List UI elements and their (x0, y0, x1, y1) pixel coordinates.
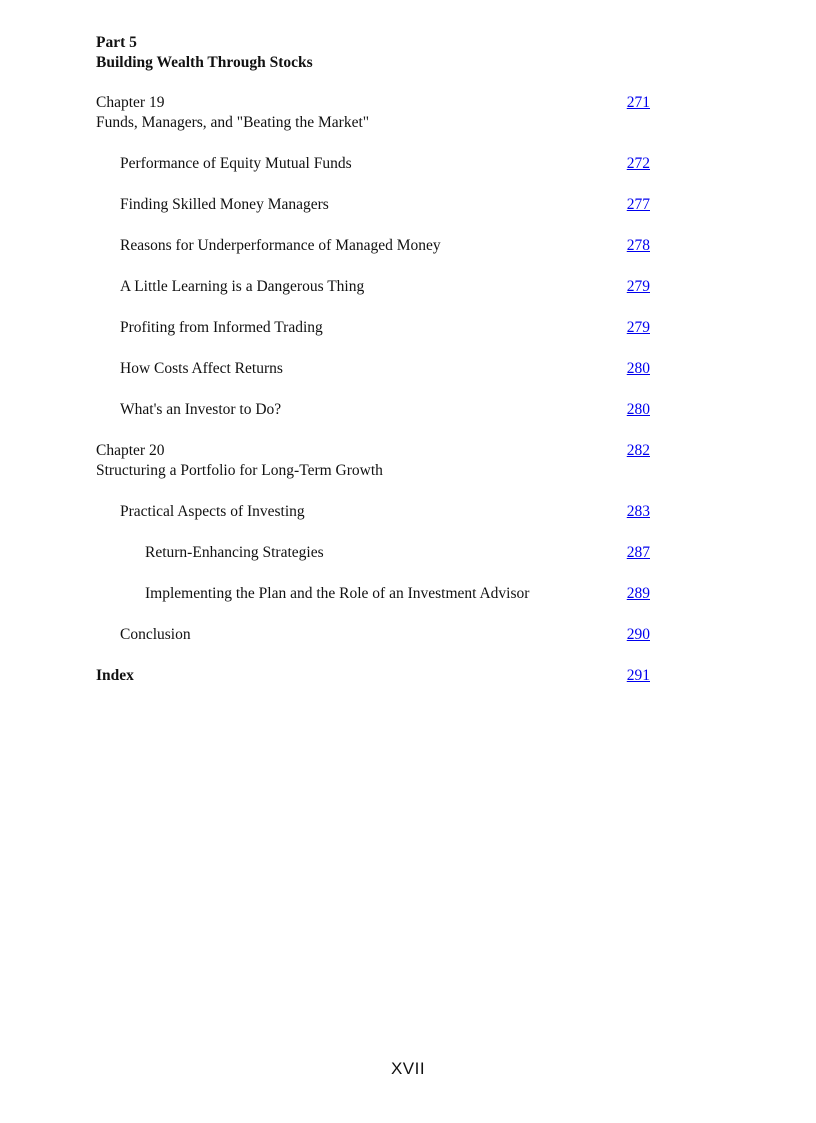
section-title: Finding Skilled Money Managers (120, 196, 329, 213)
section-title: What's an Investor to Do? (120, 401, 282, 418)
index-title: Index (96, 667, 134, 684)
page-link[interactable]: 279 (626, 278, 650, 295)
section-title: Performance of Equity Mutual Funds (120, 155, 352, 172)
section-title: Conclusion (120, 626, 191, 643)
chapter-heading (96, 93, 369, 133)
chapter-subtitle: Funds, Managers, and "Beating the Market" (96, 114, 370, 131)
page-link[interactable]: 290 (626, 626, 650, 643)
part-heading (96, 33, 313, 73)
subsection-title: Implementing the Plan and the Role of an Investment Advisor (145, 585, 530, 602)
section-title: Practical Aspects of Investing (120, 503, 305, 520)
page-link[interactable]: 272 (626, 155, 650, 172)
page-link[interactable]: 287 (626, 544, 650, 561)
section-title: Reasons for Underperformance of Managed Money (120, 237, 441, 254)
chapter-label: Chapter 19 (96, 94, 165, 111)
page-link[interactable]: 280 (626, 401, 650, 418)
page-link[interactable]: 271 (626, 94, 650, 111)
page-link[interactable]: 289 (626, 585, 650, 602)
page-number: XVII (390, 1059, 426, 1078)
section-title: A Little Learning is a Dangerous Thing (120, 278, 365, 295)
page-link[interactable]: 282 (626, 442, 650, 459)
page-link[interactable]: 291 (626, 667, 650, 684)
page-link[interactable]: 278 (626, 237, 650, 254)
subsection-title: Return-Enhancing Strategies (145, 544, 324, 561)
part-title: Building Wealth Through Stocks (96, 54, 313, 71)
page-link[interactable]: 277 (626, 196, 650, 213)
chapter-heading (96, 441, 383, 481)
page-link[interactable]: 280 (626, 360, 650, 377)
section-title: How Costs Affect Returns (120, 360, 283, 377)
page-link[interactable]: 279 (626, 319, 650, 336)
chapter-label: Chapter 20 (96, 442, 165, 459)
page-link[interactable]: 283 (626, 503, 650, 520)
section-title: Profiting from Informed Trading (120, 319, 323, 336)
part-number: Part 5 (96, 34, 137, 51)
chapter-subtitle: Structuring a Portfolio for Long-Term Growth (96, 462, 383, 479)
